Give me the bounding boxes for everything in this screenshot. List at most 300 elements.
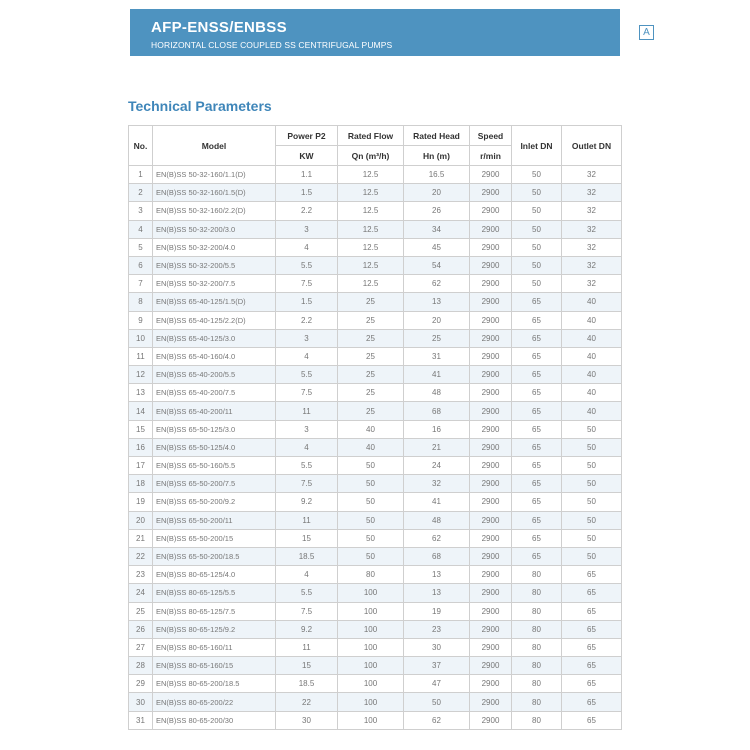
cell-head: 62 [404,711,470,729]
cell-power: 5.5 [276,457,338,475]
cell-flow: 100 [338,584,404,602]
cell-model: EN(B)SS 50-32-200/3.0 [153,220,276,238]
table-row [129,511,622,529]
cell-power: 22 [276,693,338,711]
cell-outlet-dn: 65 [562,675,622,693]
cell-no: 31 [129,711,153,729]
cell-no: 14 [129,402,153,420]
cell-speed: 2900 [470,693,512,711]
cell-speed: 2900 [470,166,512,184]
cell-no: 30 [129,693,153,711]
header-speed-unit: r/min [470,146,512,166]
cell-speed: 2900 [470,256,512,274]
cell-no: 1 [129,166,153,184]
cell-power: 1.5 [276,184,338,202]
cell-outlet-dn: 32 [562,166,622,184]
cell-inlet-dn: 80 [512,675,562,693]
cell-flow: 50 [338,511,404,529]
cell-head: 62 [404,529,470,547]
cell-flow: 12.5 [338,220,404,238]
header-power: Power P2 [276,126,338,146]
cell-flow: 50 [338,475,404,493]
cell-flow: 12.5 [338,275,404,293]
cell-model: EN(B)SS 65-50-200/18.5 [153,547,276,565]
cell-power: 7.5 [276,384,338,402]
header-outlet-dn: Outlet DN [562,126,622,166]
table-row [129,602,622,620]
cell-head: 30 [404,638,470,656]
cell-no: 7 [129,275,153,293]
cell-no: 12 [129,366,153,384]
table-row [129,166,622,184]
table-body [129,166,622,730]
cell-model: EN(B)SS 50-32-200/7.5 [153,275,276,293]
table-row [129,457,622,475]
cell-model: EN(B)SS 50-32-160/1.5(D) [153,184,276,202]
cell-flow: 80 [338,566,404,584]
cell-speed: 2900 [470,402,512,420]
cell-power: 1.1 [276,166,338,184]
cell-no: 2 [129,184,153,202]
cell-no: 17 [129,457,153,475]
cell-outlet-dn: 65 [562,584,622,602]
cell-speed: 2900 [470,347,512,365]
cell-no: 4 [129,220,153,238]
cell-flow: 12.5 [338,238,404,256]
cell-no: 29 [129,675,153,693]
cell-inlet-dn: 80 [512,693,562,711]
cell-outlet-dn: 40 [562,329,622,347]
table-row [129,347,622,365]
cell-speed: 2900 [470,657,512,675]
cell-flow: 100 [338,693,404,711]
cell-head: 50 [404,693,470,711]
cell-power: 9.2 [276,493,338,511]
cell-power: 4 [276,438,338,456]
cell-flow: 50 [338,547,404,565]
cell-power: 5.5 [276,256,338,274]
cell-model: EN(B)SS 65-50-125/4.0 [153,438,276,456]
cell-inlet-dn: 50 [512,202,562,220]
cell-no: 21 [129,529,153,547]
cell-inlet-dn: 65 [512,384,562,402]
cell-head: 41 [404,366,470,384]
cell-head: 24 [404,457,470,475]
section-title: Technical Parameters [128,98,272,114]
cell-speed: 2900 [470,384,512,402]
cell-model: EN(B)SS 80-65-160/11 [153,638,276,656]
header-head-unit: Hn (m) [404,146,470,166]
cell-head: 26 [404,202,470,220]
cell-outlet-dn: 40 [562,384,622,402]
table-row [129,202,622,220]
cell-power: 3 [276,220,338,238]
cell-power: 2.2 [276,311,338,329]
cell-flow: 25 [338,402,404,420]
cell-head: 13 [404,584,470,602]
cell-head: 45 [404,238,470,256]
cell-power: 7.5 [276,275,338,293]
cell-power: 4 [276,238,338,256]
cell-model: EN(B)SS 50-32-200/4.0 [153,238,276,256]
cell-speed: 2900 [470,220,512,238]
cell-no: 11 [129,347,153,365]
cell-speed: 2900 [470,584,512,602]
cell-inlet-dn: 50 [512,220,562,238]
cell-head: 62 [404,275,470,293]
cell-power: 3 [276,329,338,347]
cell-head: 47 [404,675,470,693]
cell-outlet-dn: 40 [562,293,622,311]
cell-model: EN(B)SS 65-40-125/3.0 [153,329,276,347]
cell-power: 7.5 [276,475,338,493]
table-row [129,475,622,493]
cell-model: EN(B)SS 65-40-200/11 [153,402,276,420]
cell-model: EN(B)SS 65-40-125/2.2(D) [153,311,276,329]
table-row [129,493,622,511]
cell-flow: 40 [338,438,404,456]
afra-logo [632,15,727,48]
cell-head: 31 [404,347,470,365]
cell-speed: 2900 [470,329,512,347]
cell-outlet-dn: 40 [562,402,622,420]
cell-outlet-dn: 65 [562,620,622,638]
cell-flow: 12.5 [338,184,404,202]
cell-power: 11 [276,402,338,420]
cell-inlet-dn: 80 [512,711,562,729]
cell-model: EN(B)SS 50-32-160/2.2(D) [153,202,276,220]
cell-inlet-dn: 65 [512,438,562,456]
cell-inlet-dn: 65 [512,347,562,365]
cell-power: 2.2 [276,202,338,220]
cell-speed: 2900 [470,529,512,547]
cell-model: EN(B)SS 80-65-125/9.2 [153,620,276,638]
table-row [129,420,622,438]
cell-outlet-dn: 65 [562,693,622,711]
cell-inlet-dn: 65 [512,293,562,311]
cell-head: 16 [404,420,470,438]
table-row [129,220,622,238]
cell-head: 20 [404,184,470,202]
cell-model: EN(B)SS 65-50-200/7.5 [153,475,276,493]
cell-power: 11 [276,638,338,656]
cell-no: 9 [129,311,153,329]
table-row [129,566,622,584]
logo-letter: F [669,25,684,40]
cell-inlet-dn: 50 [512,184,562,202]
cell-power: 4 [276,347,338,365]
cell-flow: 25 [338,311,404,329]
cell-head: 23 [404,620,470,638]
cell-flow: 40 [338,420,404,438]
table-row [129,584,622,602]
table-row [129,184,622,202]
cell-head: 13 [404,566,470,584]
cell-speed: 2900 [470,475,512,493]
cell-power: 4 [276,566,338,584]
cell-model: EN(B)SS 65-50-200/15 [153,529,276,547]
table-row [129,256,622,274]
cell-head: 34 [404,220,470,238]
header-inlet-dn: Inlet DN [512,126,562,166]
cell-no: 27 [129,638,153,656]
cell-no: 6 [129,256,153,274]
cell-flow: 100 [338,638,404,656]
header-banner [130,9,727,56]
cell-power: 18.5 [276,547,338,565]
header-flow-unit: Qn (m³/h) [338,146,404,166]
cell-outlet-dn: 32 [562,275,622,293]
cell-model: EN(B)SS 50-32-200/5.5 [153,256,276,274]
cell-no: 3 [129,202,153,220]
cell-power: 30 [276,711,338,729]
cell-model: EN(B)SS 80-65-200/22 [153,693,276,711]
cell-outlet-dn: 50 [562,457,622,475]
cell-head: 16.5 [404,166,470,184]
table-row [129,620,622,638]
header-no: No. [129,126,153,166]
cell-speed: 2900 [470,711,512,729]
cell-power: 15 [276,529,338,547]
cell-no: 20 [129,511,153,529]
cell-speed: 2900 [470,620,512,638]
cell-outlet-dn: 50 [562,438,622,456]
cell-outlet-dn: 40 [562,311,622,329]
cell-no: 28 [129,657,153,675]
cell-no: 18 [129,475,153,493]
cell-flow: 25 [338,293,404,311]
cell-flow: 25 [338,347,404,365]
cell-head: 48 [404,511,470,529]
header-model: Model [153,126,276,166]
cell-outlet-dn: 50 [562,547,622,565]
cell-outlet-dn: 65 [562,566,622,584]
header-head: Rated Head [404,126,470,146]
cell-inlet-dn: 65 [512,547,562,565]
cell-no: 15 [129,420,153,438]
cell-outlet-dn: 50 [562,420,622,438]
cell-model: EN(B)SS 50-32-160/1.1(D) [153,166,276,184]
table-row [129,311,622,329]
cell-no: 23 [129,566,153,584]
cell-model: EN(B)SS 65-50-125/3.0 [153,420,276,438]
cell-head: 68 [404,402,470,420]
logo-letter: A [703,25,718,40]
table-row [129,438,622,456]
cell-no: 8 [129,293,153,311]
cell-outlet-dn: 50 [562,475,622,493]
table-row [129,711,622,729]
table-row [129,638,622,656]
cell-flow: 100 [338,602,404,620]
cell-flow: 50 [338,457,404,475]
cell-head: 32 [404,475,470,493]
cell-no: 26 [129,620,153,638]
cell-no: 13 [129,384,153,402]
cell-power: 3 [276,420,338,438]
cell-model: EN(B)SS 65-50-200/9.2 [153,493,276,511]
product-title: AFP-ENSS/ENBSS [151,19,287,36]
cell-power: 5.5 [276,366,338,384]
header-power-unit: KW [276,146,338,166]
table-row [129,238,622,256]
cell-head: 13 [404,293,470,311]
header-flow: Rated Flow [338,126,404,146]
cell-power: 11 [276,511,338,529]
cell-outlet-dn: 50 [562,493,622,511]
cell-model: EN(B)SS 65-50-200/11 [153,511,276,529]
cell-model: EN(B)SS 65-40-200/7.5 [153,384,276,402]
cell-flow: 12.5 [338,256,404,274]
cell-outlet-dn: 65 [562,657,622,675]
cell-speed: 2900 [470,184,512,202]
logo-letter: A [639,25,654,40]
cell-model: EN(B)SS 80-65-200/30 [153,711,276,729]
table-row [129,366,622,384]
cell-no: 22 [129,547,153,565]
cell-model: EN(B)SS 65-40-125/1.5(D) [153,293,276,311]
cell-model: EN(B)SS 80-65-200/18.5 [153,675,276,693]
cell-head: 48 [404,384,470,402]
table-row [129,384,622,402]
cell-flow: 50 [338,529,404,547]
cell-flow: 100 [338,675,404,693]
cell-head: 54 [404,256,470,274]
cell-inlet-dn: 80 [512,657,562,675]
cell-speed: 2900 [470,238,512,256]
cell-no: 25 [129,602,153,620]
cell-inlet-dn: 65 [512,493,562,511]
cell-inlet-dn: 50 [512,238,562,256]
table-row [129,547,622,565]
cell-model: EN(B)SS 80-65-160/15 [153,657,276,675]
technical-parameters-table [128,125,622,730]
cell-no: 19 [129,493,153,511]
cell-outlet-dn: 32 [562,256,622,274]
cell-speed: 2900 [470,457,512,475]
cell-outlet-dn: 32 [562,238,622,256]
cell-inlet-dn: 50 [512,275,562,293]
registered-mark: ® [722,15,727,21]
cell-no: 16 [129,438,153,456]
cell-speed: 2900 [470,202,512,220]
cell-speed: 2900 [470,293,512,311]
cell-outlet-dn: 50 [562,511,622,529]
cell-inlet-dn: 65 [512,511,562,529]
cell-outlet-dn: 65 [562,711,622,729]
cell-head: 68 [404,547,470,565]
cell-power: 18.5 [276,675,338,693]
table-row [129,675,622,693]
cell-speed: 2900 [470,366,512,384]
cell-speed: 2900 [470,638,512,656]
cell-inlet-dn: 80 [512,620,562,638]
header-speed: Speed [470,126,512,146]
table-row [129,402,622,420]
logo-letter: R [686,25,701,40]
cell-no: 24 [129,584,153,602]
cell-inlet-dn: 80 [512,584,562,602]
cell-inlet-dn: 65 [512,529,562,547]
cell-inlet-dn: 80 [512,566,562,584]
cell-inlet-dn: 65 [512,457,562,475]
cell-model: EN(B)SS 65-40-200/5.5 [153,366,276,384]
cell-flow: 25 [338,329,404,347]
cell-speed: 2900 [470,438,512,456]
cell-inlet-dn: 65 [512,420,562,438]
cell-outlet-dn: 40 [562,347,622,365]
cell-flow: 100 [338,657,404,675]
cell-inlet-dn: 65 [512,402,562,420]
cell-head: 37 [404,657,470,675]
table-row [129,529,622,547]
cell-flow: 25 [338,366,404,384]
cell-power: 5.5 [276,584,338,602]
cell-outlet-dn: 65 [562,602,622,620]
cell-power: 15 [276,657,338,675]
cell-inlet-dn: 65 [512,366,562,384]
cell-power: 7.5 [276,602,338,620]
cell-flow: 100 [338,620,404,638]
cell-inlet-dn: 65 [512,311,562,329]
table-row [129,329,622,347]
cell-outlet-dn: 40 [562,366,622,384]
cell-head: 20 [404,311,470,329]
cell-head: 19 [404,602,470,620]
cell-inlet-dn: 50 [512,166,562,184]
product-subtitle: HORIZONTAL CLOSE COUPLED SS CENTRIFUGAL PUMPS [151,40,393,50]
cell-model: EN(B)SS 80-65-125/4.0 [153,566,276,584]
cell-model: EN(B)SS 65-50-160/5.5 [153,457,276,475]
cell-flow: 25 [338,384,404,402]
cell-model: EN(B)SS 65-40-160/4.0 [153,347,276,365]
cell-inlet-dn: 50 [512,256,562,274]
table-row [129,693,622,711]
cell-speed: 2900 [470,602,512,620]
cell-speed: 2900 [470,511,512,529]
cell-inlet-dn: 80 [512,638,562,656]
cell-outlet-dn: 32 [562,184,622,202]
cell-inlet-dn: 65 [512,475,562,493]
cell-speed: 2900 [470,420,512,438]
cell-inlet-dn: 65 [512,329,562,347]
cell-head: 25 [404,329,470,347]
cell-head: 21 [404,438,470,456]
cell-flow: 12.5 [338,166,404,184]
cell-no: 5 [129,238,153,256]
cell-speed: 2900 [470,311,512,329]
cell-speed: 2900 [470,275,512,293]
cell-outlet-dn: 50 [562,529,622,547]
cell-outlet-dn: 65 [562,638,622,656]
cell-model: EN(B)SS 80-65-125/7.5 [153,602,276,620]
cell-speed: 2900 [470,566,512,584]
table-row [129,275,622,293]
cell-no: 10 [129,329,153,347]
cell-flow: 12.5 [338,202,404,220]
table-row [129,293,622,311]
table-row [129,657,622,675]
cell-outlet-dn: 32 [562,220,622,238]
cell-outlet-dn: 32 [562,202,622,220]
cell-head: 41 [404,493,470,511]
cell-flow: 50 [338,493,404,511]
cell-inlet-dn: 80 [512,602,562,620]
cell-flow: 100 [338,711,404,729]
cell-speed: 2900 [470,493,512,511]
cell-model: EN(B)SS 80-65-125/5.5 [153,584,276,602]
cell-speed: 2900 [470,675,512,693]
